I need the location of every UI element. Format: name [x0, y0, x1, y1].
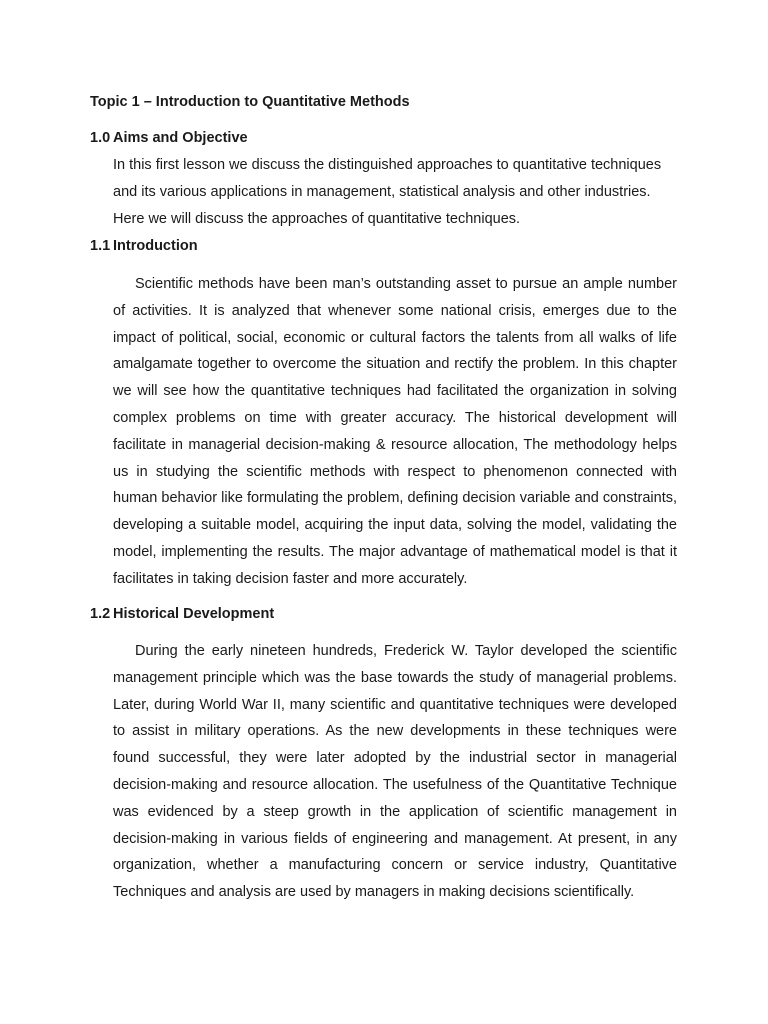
section-heading-text: Introduction — [113, 238, 198, 254]
section-number: 1.2 — [90, 606, 111, 622]
section-heading-historical-development — [90, 605, 274, 623]
section-heading-text: Aims and Objective — [113, 130, 248, 146]
section-paragraph-aims: In this first lesson we discuss the distinguished approaches to quantitative techniques and its various applications in management, statistical analysis and other industries. Here we will discuss the approaches of quantitative techniques. — [113, 157, 662, 227]
section-paragraph-introduction: Scientific methods have been man’s outstanding asset to pursue an ample number of activities. It is analyzed that whenever some national crisis, emerges due to the impact of political, social, economic or cultural factors the talents from all walks of life amalgamate together to overcome the situation and rectify the problem. In this chapter we will see how the quantitative techniques had facilitated the organization in solving complex problems on time with greater accuracy. The historical development will facilitate in managerial decision-making & resource allocation, The methodology helps us in studying the scientific methods with respect to phenomenon connected with human behavior like formulating the problem, defining decision variable and constraints, developing a suitable model, acquiring the input data, solving the model, validating the model, implementing the results. The major advantage of mathematical model is that it facilitates in taking decision faster and more accurately. — [113, 276, 677, 587]
section-number: 1.1 — [90, 238, 111, 254]
section-number: 1.0 — [90, 130, 111, 146]
page-title: Topic 1 – Introduction to Quantitative Methods — [90, 94, 410, 110]
section-paragraph-historical-development: During the early nineteen hundreds, Frederick W. Taylor developed the scientific management principle which was the base towards the study of managerial problems. Later, during World War II, many scientific and quantitative techniques were developed to assist in military operations. As the new developments in these techniques were found successful, they were later adopted by the industrial sector in managerial decision-making and resource allocation. The usefulness of the Quantitative Technique was evidenced by a steep growth in the application of scientific management in decision-making in various fields of engineering and management. At present, in any organization, whether a manufacturing concern or service industry, Quantitative Techniques and analysis are used by managers in making decisions scientifically. — [113, 643, 677, 901]
section-heading-text: Historical Development — [113, 606, 275, 622]
section-heading-introduction — [90, 237, 198, 255]
section-heading-aims — [90, 129, 248, 147]
